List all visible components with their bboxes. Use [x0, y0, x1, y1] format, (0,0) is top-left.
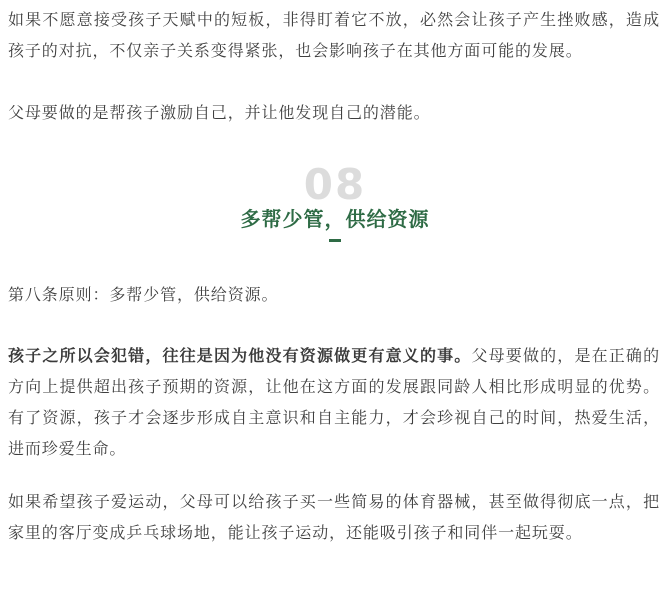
- section-heading: [0, 160, 670, 260]
- section-number: 08: [303, 160, 367, 209]
- section-underline: [329, 239, 341, 242]
- paragraph-sports: 如果希望孩子爱运动，父母可以给孩子买一些简易的体育器械，甚至做得彻底一点，把家里的客厅变成乒乓球场地，能让孩子运动，还能吸引孩子和同伴一起玩耍。: [8, 492, 660, 542]
- paragraph-resources: [8, 340, 660, 464]
- paragraph-resources-body: 父母要做的，是在正确的方向上提供超出孩子预期的资源，让他在这方面的发展跟同龄人相比形成明显的优势。有了资源，孩子才会逐步形成自主意识和自主能力，才会珍视自己的时间，热爱生活，进而珍爱生命。: [8, 346, 660, 458]
- paragraph-talent-shortcomings: 如果不愿意接受孩子天赋中的短板，非得盯着它不放，必然会让孩子产生挫败感，造成孩子的对抗，不仅亲子关系变得紧张，也会影响孩子在其他方面可能的发展。: [8, 10, 660, 60]
- emphasis-text: 孩子之所以会犯错，往往是因为他没有资源做更有意义的事。: [8, 346, 472, 365]
- paragraph-principle-eight: 第八条原则：多帮少管，供给资源。: [8, 285, 279, 304]
- paragraph-motivate: 父母要做的是帮孩子激励自己，并让他发现自己的潜能。: [8, 103, 431, 122]
- section-title: 多帮少管，供给资源: [240, 207, 430, 231]
